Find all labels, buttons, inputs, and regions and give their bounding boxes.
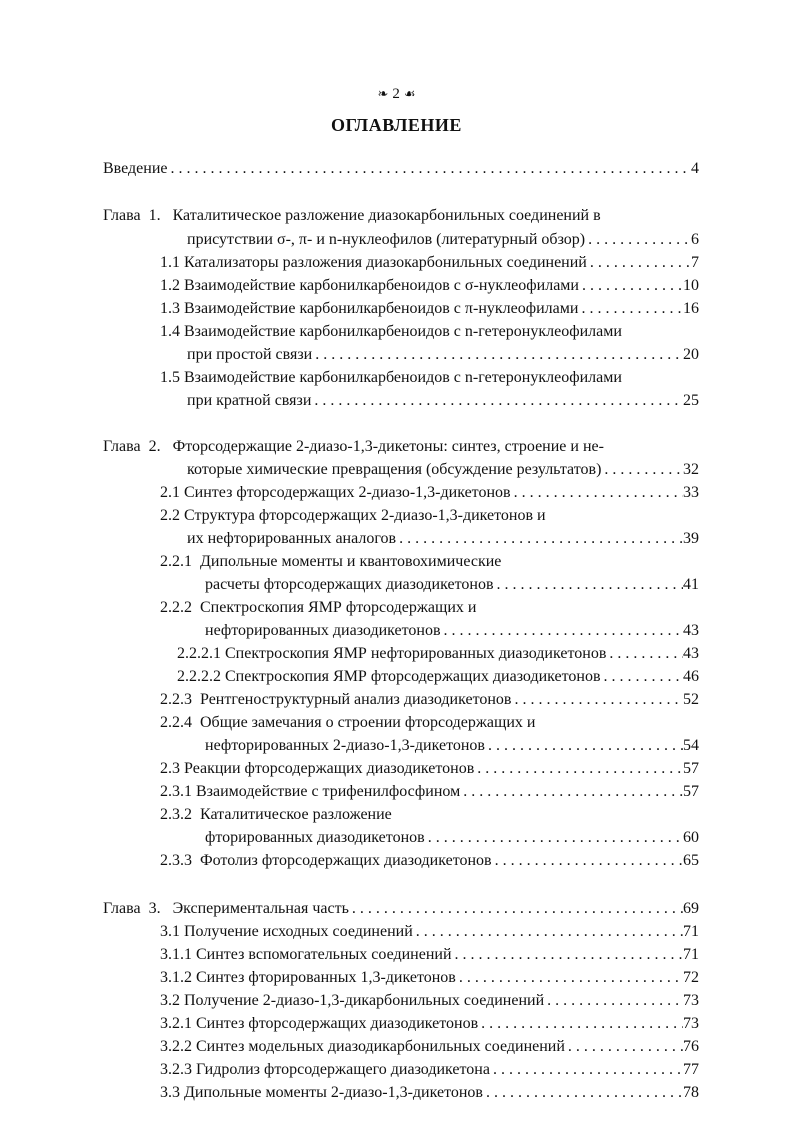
toc-entry-page: 78 [683, 1084, 699, 1101]
dot-leader [168, 158, 692, 180]
toc-entry-text: 3.2.3 Гидролиз фторсодержащего диазодикетона [160, 1061, 490, 1078]
toc-chapter-1-heading-cont [187, 229, 699, 251]
toc-entry-text: Глава 3. Экспериментальная часть [103, 900, 349, 917]
toc-entry-2-2-cont [187, 528, 699, 550]
toc-entry-introduction [103, 158, 699, 180]
toc-entry-text: фторированных диазодикетонов [205, 829, 425, 846]
toc-entry-text: 2.3.1 Взаимодействие с трифенилфосфином [160, 783, 461, 800]
toc-entry-text: 2.2.2.1 Спектроскопия ЯМР нефторированных диазодикетонов [177, 645, 607, 662]
dot-leader [511, 482, 683, 504]
toc-entry-3-2-3 [160, 1059, 699, 1081]
toc-entry-page: 41 [683, 576, 699, 593]
toc-entry-2-2-4-cont [205, 735, 699, 757]
toc-entry-page: 73 [683, 992, 699, 1009]
toc-entry-page: 69 [683, 900, 699, 917]
toc-entry-page: 73 [683, 1015, 699, 1032]
toc-entry-page: 60 [683, 829, 699, 846]
toc-entry-2-2-1: 2.2.1 Дипольные моменты и квантовохимические [160, 553, 502, 570]
toc-chapter-3-heading [103, 898, 699, 920]
toc-chapter-1-heading: Глава 1. Каталитическое разложение диазокарбонильных соединений в [103, 207, 601, 224]
toc-entry-text: при кратной связи [187, 392, 312, 409]
dot-leader [565, 1036, 683, 1058]
toc-entry-text: 3.1.1 Синтез вспомогательных соединений [160, 946, 452, 963]
toc-entry-page: 57 [683, 783, 699, 800]
dot-leader [579, 275, 683, 297]
toc-entry-1-3 [160, 298, 699, 320]
toc-entry-1-1 [160, 252, 699, 274]
toc-entry-page: 43 [683, 622, 699, 639]
dot-leader [544, 990, 683, 1012]
dot-leader [413, 921, 683, 943]
dot-leader [425, 827, 683, 849]
toc-entry-page: 25 [683, 392, 699, 409]
toc-entry-text: 2.2.2.2 Спектроскопия ЯМР фторсодержащих диазодикетонов [177, 668, 601, 685]
toc-entry-text: Введение [103, 160, 168, 177]
dot-leader [396, 528, 683, 550]
toc-entry-text: 1.1 Катализаторы разложения диазокарбонильных соединений [160, 254, 587, 271]
toc-entry-page: 46 [683, 668, 699, 685]
dot-leader [349, 898, 683, 920]
toc-entry-2-3-3 [160, 850, 699, 872]
toc-entry-text: 2.3 Реакции фторсодержащих диазодикетонов [160, 760, 475, 777]
toc-entry-text: 2.3.3 Фотолиз фторсодержащих диазодикетонов [160, 852, 492, 869]
toc-entry-page: 43 [683, 645, 699, 662]
toc-entry-page: 16 [683, 300, 699, 317]
toc-entry-page: 65 [683, 852, 699, 869]
dot-leader [585, 229, 691, 251]
dot-leader [494, 574, 684, 596]
toc-entry-text: 3.2 Получение 2-диазо-1,3-дикарбонильных соединений [160, 992, 545, 1009]
toc-entry-page: 52 [683, 691, 699, 708]
toc-entry-page: 7 [691, 254, 699, 271]
toc-entry-page: 54 [683, 737, 699, 754]
toc-entry-text: 2.2.3 Рентгеноструктурный анализ диазодикетонов [160, 691, 512, 708]
dot-leader [485, 735, 683, 757]
toc-entry-page: 39 [683, 530, 699, 547]
dot-leader [441, 620, 683, 642]
toc-entry-2-1 [160, 482, 699, 504]
ornament-right-icon: ☙ [403, 86, 416, 101]
toc-entry-2-3 [160, 758, 699, 780]
toc-entry-text: 3.1 Получение исходных соединений [160, 923, 413, 940]
toc-entry-text: нефторированных 2-диазо-1,3-дикетонов [205, 737, 485, 754]
dot-leader [312, 344, 683, 366]
toc-chapter-2-heading: Глава 2. Фторсодержащие 2-диазо-1,3-дикетоны: синтез, строение и не- [103, 438, 604, 455]
dot-leader [606, 643, 683, 665]
dot-leader [601, 459, 683, 481]
toc-entry-2-2-4: 2.2.4 Общие замечания о строении фторсодержащих и [160, 714, 536, 731]
toc-entry-1-4: 1.4 Взаимодействие карбонилкарбеноидов с n-гетеронуклеофилами [160, 323, 622, 340]
toc-entry-text: 1.2 Взаимодействие карбонилкарбеноидов с σ-нуклеофилами [160, 277, 579, 294]
toc-entry-text: 1.3 Взаимодействие карбонилкарбеноидов с π-нуклеофилами [160, 300, 579, 317]
dot-leader [311, 390, 683, 412]
toc-entry-text: 3.2.2 Синтез модельных диазодикарбонильных соединений [160, 1038, 565, 1055]
toc-entry-text: 3.2.1 Синтез фторсодержащих диазодикетонов [160, 1015, 479, 1032]
toc-entry-page: 72 [683, 969, 699, 986]
toc-entry-text: 2.1 Синтез фторсодержащих 2-диазо-1,3-дикетонов [160, 484, 511, 501]
toc-entry-3-1 [160, 921, 699, 943]
toc-entry-page: 57 [683, 760, 699, 777]
dot-leader [460, 781, 683, 803]
toc-entry-text: присутствии σ-, π- и n-нуклеофилов (литературный обзор) [187, 231, 586, 248]
toc-entry-page: 71 [683, 946, 699, 963]
dot-leader [452, 944, 683, 966]
dot-leader [587, 252, 691, 274]
page-title: ОГЛАВЛЕНИЕ [331, 115, 462, 135]
dot-leader [492, 850, 683, 872]
toc-entry-2-2-2-2 [177, 666, 699, 688]
toc-entry-2-2-2-1 [177, 643, 699, 665]
toc-entry-page: 32 [683, 461, 699, 478]
toc-entry-text: при простой связи [187, 346, 313, 363]
dot-leader [456, 967, 683, 989]
toc-entry-page: 76 [683, 1038, 699, 1055]
toc-chapter-2-heading-cont [187, 459, 699, 481]
toc-entry-1-2 [160, 275, 699, 297]
toc-entry-page: 6 [691, 231, 699, 248]
toc-entry-2-3-1 [160, 781, 699, 803]
toc-entry-2-2-3 [160, 689, 699, 711]
dot-leader [490, 1059, 683, 1081]
toc-entry-text: 3.3 Дипольные моменты 2-диазо-1,3-дикетонов [160, 1084, 483, 1101]
toc-entry-2-2-2: 2.2.2 Спектроскопия ЯМР фторсодержащих и [160, 599, 477, 616]
toc-entry-text: нефторированных диазодикетонов [205, 622, 441, 639]
toc-entry-text: расчеты фторсодержащих диазодикетонов [205, 576, 494, 593]
toc-entry-1-4-cont [187, 344, 699, 366]
toc-entry-3-1-1 [160, 944, 699, 966]
toc-entry-page: 77 [683, 1061, 699, 1078]
toc-entry-2-3-2-cont [205, 827, 699, 849]
toc-entry-page: 71 [683, 923, 699, 940]
toc-entry-3-1-2 [160, 967, 699, 989]
toc-entry-3-2 [160, 990, 699, 1012]
toc-entry-text: которые химические превращения (обсуждение результатов) [187, 461, 602, 478]
toc-entry-2-3-2: 2.3.2 Каталитическое разложение [160, 806, 392, 823]
toc-entry-2-2-2-cont [205, 620, 699, 642]
dot-leader [483, 1082, 683, 1104]
dot-leader [478, 1013, 683, 1035]
toc-entry-2-2-1-cont [205, 574, 699, 596]
ornament-left-icon: ❧ [377, 86, 389, 101]
toc-entry-text: их нефторированных аналогов [187, 530, 397, 547]
toc-entry-page: 20 [683, 346, 699, 363]
toc-entry-page: 10 [683, 277, 699, 294]
toc-entry-page: 33 [683, 484, 699, 501]
dot-leader [511, 689, 683, 711]
toc-entry-3-2-2 [160, 1036, 699, 1058]
page-number-value: 2 [392, 86, 400, 102]
toc-entry-1-5-cont [187, 390, 699, 412]
toc-entry-3-3 [160, 1082, 699, 1104]
toc-entry-page: 4 [691, 160, 699, 177]
dot-leader [578, 298, 683, 320]
dot-leader [601, 666, 683, 688]
dot-leader [474, 758, 683, 780]
toc-entry-3-2-1 [160, 1013, 699, 1035]
toc-entry-2-2: 2.2 Структура фторсодержащих 2-диазо-1,3-дикетонов и [160, 507, 546, 524]
toc-entry-1-5: 1.5 Взаимодействие карбонилкарбеноидов с n-гетеронуклеофилами [160, 369, 622, 386]
toc-entry-text: 3.1.2 Синтез фторированных 1,3-дикетонов [160, 969, 456, 986]
